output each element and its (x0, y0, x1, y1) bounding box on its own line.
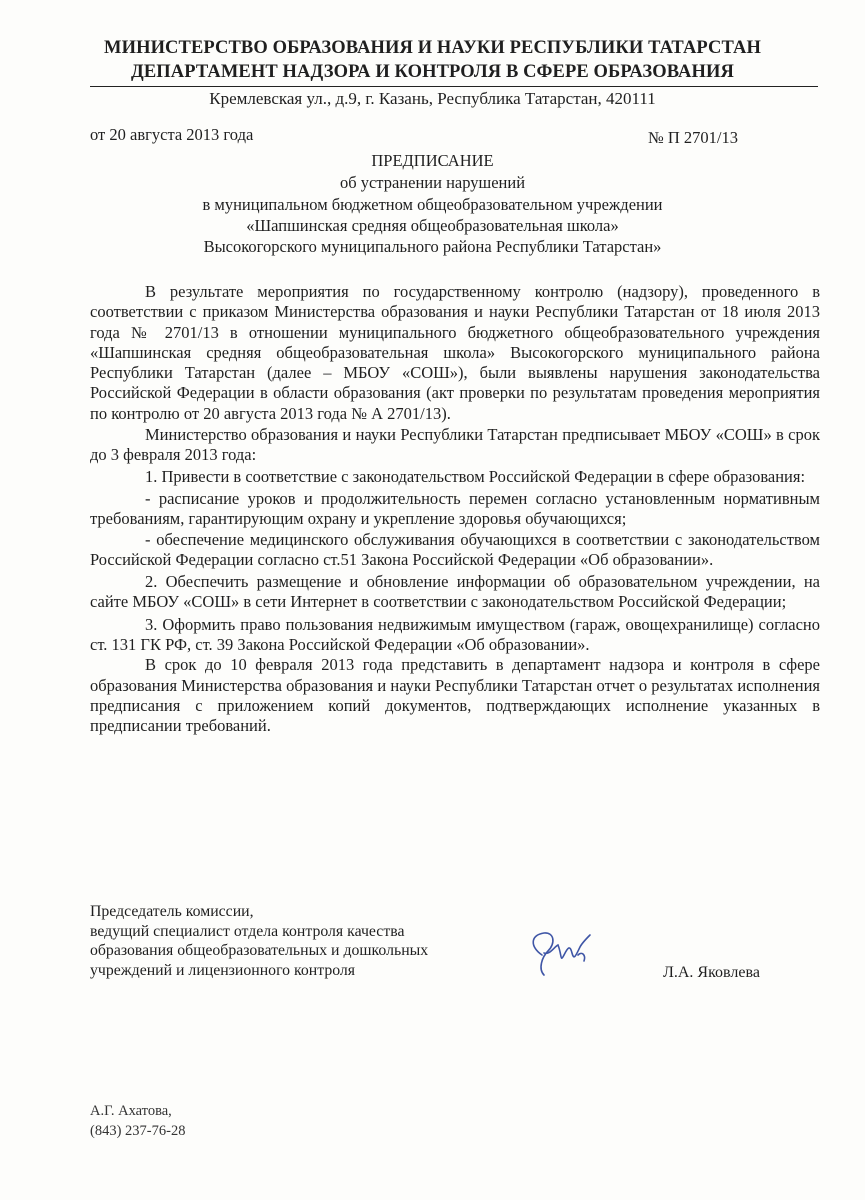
title-line-4: Высокогорского муниципального района Республики Татарстан» (203, 237, 662, 256)
contact-footer (90, 1101, 185, 1141)
signatory-line-2: ведущий специалист отдела контроля качества (90, 922, 405, 940)
address: Кремлевская ул., д.9, г. Казань, Республика Татарстан, 420111 (209, 89, 656, 108)
handwritten-signature (520, 925, 600, 985)
item-3: 3. Оформить право пользования недвижимым имуществом (гараж, овощехранилище) согласно ст. 131 ГК РФ, ст. 39 Закона Российской Федерации «Об образовании». (90, 614, 820, 655)
title-line-3: «Шапшинская средняя общеобразовательная школа» (246, 216, 619, 235)
item-1-medical: - обеспечение медицинского обслуживания обучающихся в соответствии с законодательством Российской Федерации согласно ст.51 Закона Российской Федерации «Об образовании». (90, 529, 820, 569)
item-2: 2. Обеспечить размещение и обновление информации об образовательном учреждении, на сайте МБОУ «СОШ» в сети Интернет в соответствии с законодательством Российской Федерации; (90, 572, 820, 612)
item-1-schedule: - расписание уроков и продолжительность перемен согласно установленным нормативным требованиям, гарантирующим охрану и укрепление здоровья обучающихся; (90, 488, 820, 529)
signatory-line-1: Председатель комиссии, (90, 903, 254, 920)
signatory-line-4: учреждений и лицензионного контроля (90, 961, 356, 979)
department-title: ДЕПАРТАМЕНТ НАДЗОРА И КОНТРОЛЯ В СФЕРЕ ОБРАЗОВАНИЯ (131, 62, 734, 82)
paragraph-order: Министерство образования и науки Республики Татарстан предписывает МБОУ «СОШ» в срок до 3 февраля 2013 года: (90, 425, 820, 465)
title-line-2: в муниципальном бюджетном общеобразовательном учреждении (202, 195, 663, 214)
signature-stroke (533, 933, 590, 975)
ministry-title: МИНИСТЕРСТВО ОБРАЗОВАНИЯ И НАУКИ РЕСПУБЛИКИ ТАТАРСТАН (104, 38, 761, 58)
signer-name: Л.А. Яковлева (663, 964, 760, 981)
document-heading: ПРЕДПИСАНИЕ (371, 151, 494, 170)
item-1: 1. Привести в соответствие с законодательством Российской Федерации в сфере образования: (145, 466, 806, 486)
signatory-position (90, 902, 428, 980)
contact-phone: (843) 237-76-28 (90, 1123, 186, 1139)
header-divider (90, 86, 818, 87)
signatory-line-3: образования общеобразовательных и дошкольных (90, 942, 429, 959)
paragraph-deadline: В срок до 10 февраля 2013 года представить в департамент надзора и контроля в сфере образования Министерства образования и науки Республики Татарстан отчет о результатах исполнения предписания с приложением копий документов, подтверждающих исполнение указанных в предписании требований. (90, 655, 820, 736)
document-body (90, 282, 820, 737)
document-number: № П 2701/13 (648, 128, 738, 147)
contact-name: А.Г. Ахатова, (90, 1103, 172, 1119)
document-date: от 20 августа 2013 года (90, 125, 254, 144)
paragraph-findings: В результате мероприятия по государственному контролю (надзору), проведенного в соответствии с приказом Министерства образования и науки Республики Татарстан от 18 июля 2013 года № 2701/13 в отношении муниципального бюджетного общеобразовательного учреждения «Шапшинская средняя общеобразовательная школа» Высокогорского муниципального района Республики Татарстан (далее – МБОУ «СОШ»), были выявлены нарушения законодательства Российской Федерации в области образования (акт проверки по результатам проведения мероприятия по контролю от 20 августа 2013 года № А 2701/13). (90, 282, 820, 423)
title-line-1: об устранении нарушений (339, 173, 526, 192)
